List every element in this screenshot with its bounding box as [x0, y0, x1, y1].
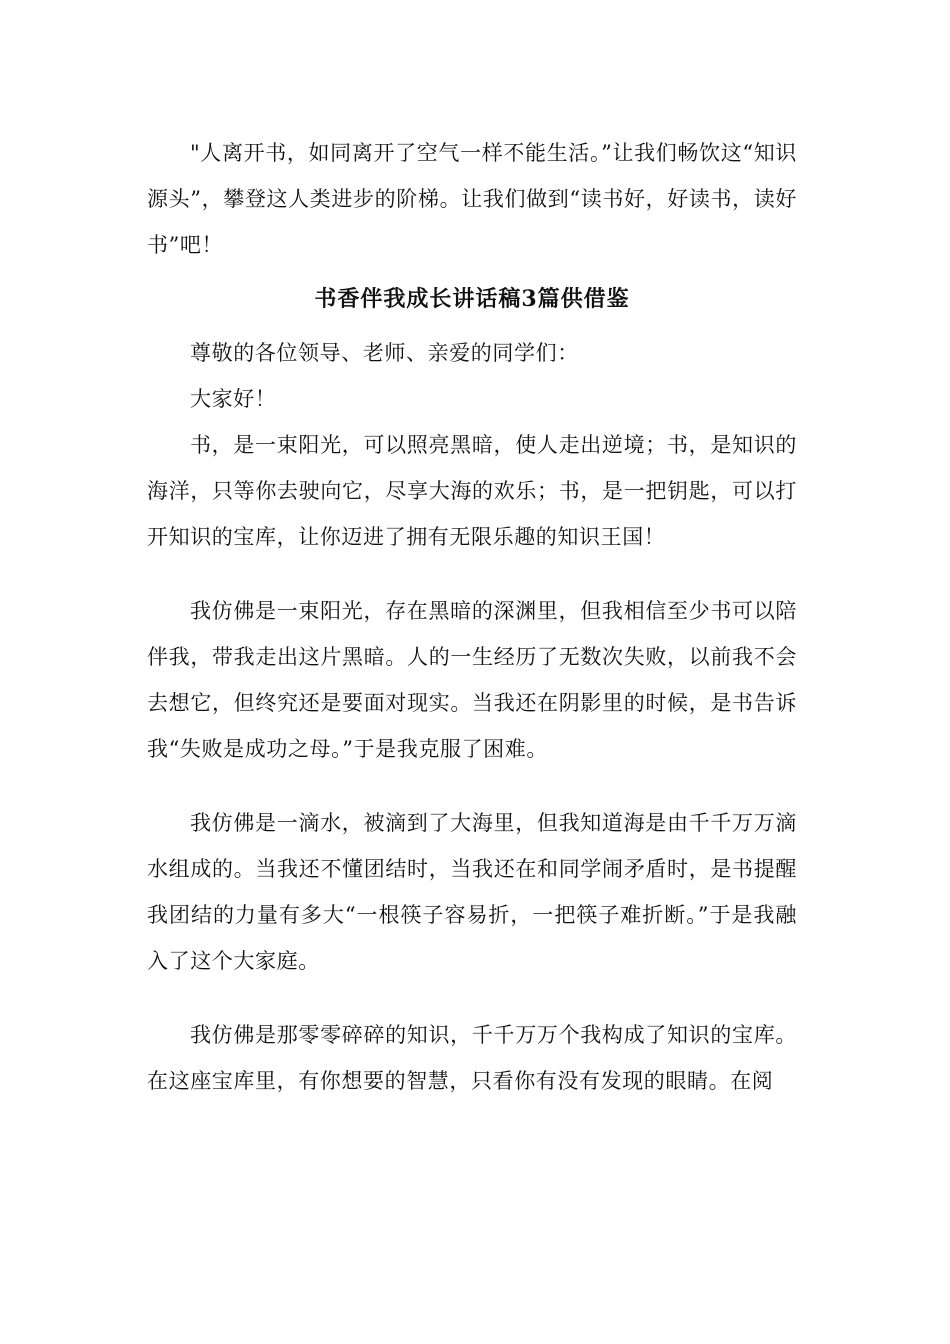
- body-paragraph-4: 我仿佛是那零零碎碎的知识，千千万万个我构成了知识的宝库。在这座宝库里，有你想要的智慧，只看你有没有发现的眼睛。在阅: [147, 1023, 797, 1093]
- document-title: 书香伴我成长讲话稿3篇供借鉴: [314, 286, 630, 312]
- body-paragraph-2: 我仿佛是一束阳光，存在黑暗的深渊里，但我相信至少书可以陪伴我，带我走出这片黑暗。人的一生经历了无数次失败，以前我不会去想它，但终究还是要面对现实。当我还在阴影里的时候，是书告诉我“失败是成功之母。”于是我克服了困难。: [147, 599, 797, 761]
- body-paragraph-3: 我仿佛是一滴水，被滴到了大海里，但我知道海是由千千万万滴水组成的。当我还不懂团结时，当我还在和同学闹矛盾时，是书提醒我团结的力量有多大“一根筷子容易折，一把筷子难折断。”于是我融入了这个大家庭。: [147, 811, 797, 973]
- intro-paragraph: "人离开书，如同离开了空气一样不能生活。”让我们畅饮这“知识源头”，攀登这人类进步的阶梯。让我们做到“读书好，好读书，读好书”吧！: [147, 141, 797, 257]
- salutation: 尊敬的各位领导、老师、亲爱的同学们：: [190, 341, 579, 365]
- document-body: [147, 130, 797, 1104]
- greeting: 大家好！: [190, 387, 277, 411]
- body-paragraph-1: 书，是一束阳光，可以照亮黑暗，使人走出逆境；书，是知识的海洋，只等你去驶向它，尽享大海的欢乐；书，是一把钥匙，可以打开知识的宝库，让你迈进了拥有无限乐趣的知识王国！: [147, 433, 797, 549]
